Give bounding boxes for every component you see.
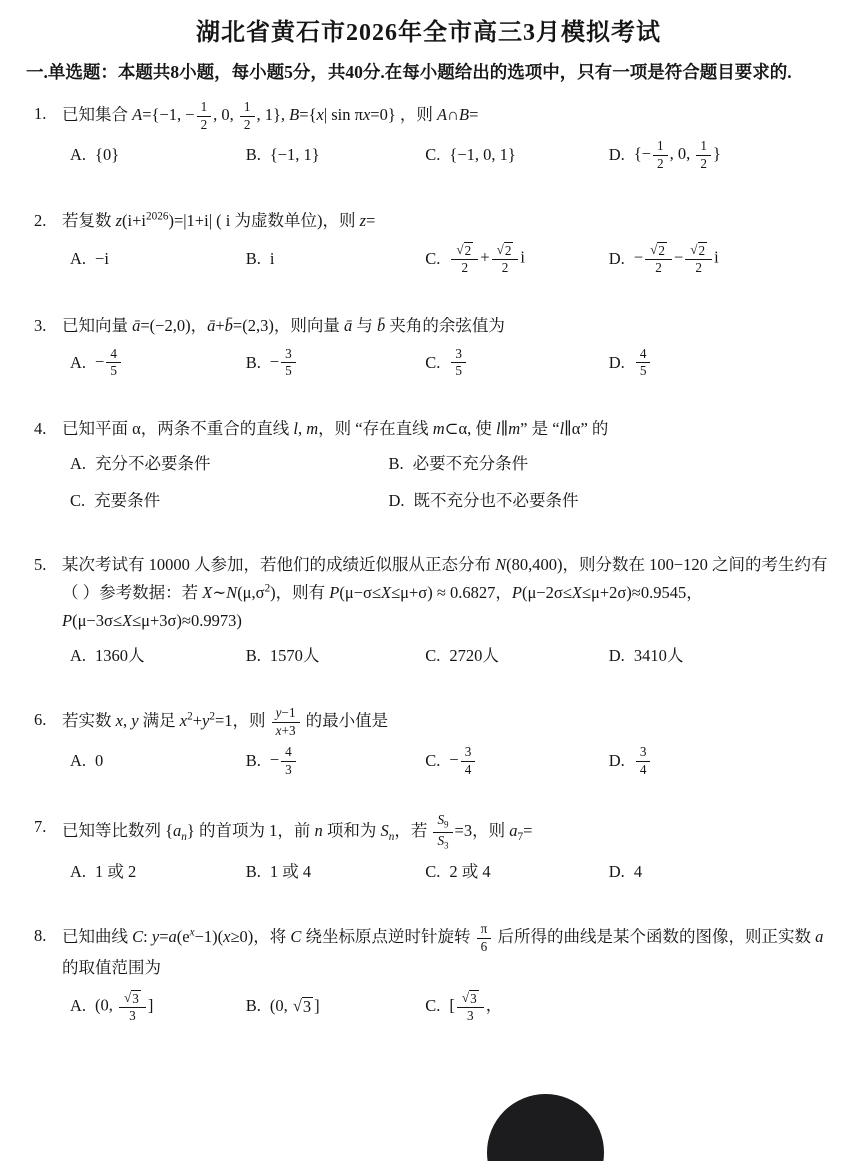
answer-option bbox=[246, 141, 426, 169]
option-text: − $\frac{3}{5}$ bbox=[270, 347, 298, 379]
answer-option bbox=[246, 245, 426, 273]
question-stem-row bbox=[26, 706, 831, 738]
option-text: 充分不必要条件 bbox=[95, 454, 211, 474]
question-stem: 已知曲线 C: $y=a(e^x-1)(x\ge 0)$，将 C 绕坐标原点逆时针旋转 $\frac{\pi}{6}$ 后所得的曲线是某个函数的图像，则正实数 a 的取值范围为 bbox=[62, 921, 824, 978]
answer-option bbox=[70, 487, 388, 515]
question-stem-row bbox=[26, 312, 831, 340]
option-label: B. bbox=[245, 249, 261, 269]
answer-option bbox=[246, 992, 426, 1020]
question bbox=[26, 312, 831, 379]
answer-option bbox=[70, 450, 388, 478]
question-stem: 若实数 x, y 满足 $x^2+y^2=1$，则 $\frac{y-1}{x+3}$ 的最小值是 bbox=[62, 705, 389, 738]
option-list bbox=[70, 139, 851, 171]
option-list bbox=[70, 858, 851, 886]
option-text: 0 bbox=[95, 751, 104, 771]
question-number: 3. bbox=[34, 315, 47, 335]
answer-option bbox=[425, 141, 608, 169]
question-stem-row bbox=[26, 207, 831, 235]
answer-option bbox=[388, 450, 762, 478]
option-label: B. bbox=[245, 145, 261, 165]
question bbox=[26, 207, 831, 276]
question-stem-row bbox=[26, 813, 831, 851]
option-label: B. bbox=[245, 996, 261, 1016]
option-label: A. bbox=[70, 145, 87, 165]
answer-option bbox=[70, 141, 246, 169]
option-list bbox=[70, 990, 851, 1024]
option-text: (0, √ 3 3 ] bbox=[95, 989, 154, 1023]
option-label: A. bbox=[70, 454, 87, 474]
option-text: [ √ 3 3 ， bbox=[449, 989, 503, 1023]
option-label: A. bbox=[70, 352, 87, 372]
option-label: D. bbox=[608, 751, 625, 771]
option-label: A. bbox=[70, 249, 87, 269]
answer-option bbox=[425, 242, 608, 276]
option-label: A. bbox=[70, 646, 87, 666]
option-list bbox=[70, 642, 851, 670]
option-label: D. bbox=[608, 145, 625, 165]
option-text: −i bbox=[95, 249, 109, 269]
question-number: 1. bbox=[34, 104, 47, 124]
option-list bbox=[70, 450, 762, 515]
question bbox=[26, 706, 831, 777]
question-number: 5. bbox=[34, 555, 47, 575]
option-label: A. bbox=[70, 862, 87, 882]
option-label: D. bbox=[608, 249, 625, 269]
option-text: − √ 2 2 − √ 2 2 i bbox=[633, 242, 719, 276]
answer-option bbox=[425, 642, 608, 670]
page-title: 湖北省黄石市2026年全市高三3月模拟考试 bbox=[196, 20, 661, 46]
question-stem-row bbox=[26, 100, 831, 132]
question bbox=[26, 813, 831, 886]
question-number: 8. bbox=[34, 926, 47, 946]
option-text: (0, √ 3 ] bbox=[269, 996, 320, 1017]
option-text: {0} bbox=[95, 145, 120, 165]
question-stem: 某次考试有 10000 人参加，若他们的成绩近似服从正态分布 N(80,400)，则分数在 100−120 之间的考生约有（ ）参考数据：若 $X\sim N(\mu,\sigma^2)$，则有 P(μ−σ≤X≤μ+σ) ≈ 0.6827，P(μ−2σ≤X≤μ+2σ)≈0.9545，P(μ−3σ≤X≤μ+3σ)≈0.9973) bbox=[62, 555, 828, 631]
answer-option bbox=[246, 347, 426, 379]
option-text: 4 bbox=[633, 862, 643, 882]
question-number: 2. bbox=[34, 211, 47, 231]
option-label: C. bbox=[70, 491, 86, 511]
option-text: − $\frac{4}{5}$ bbox=[95, 347, 123, 379]
option-text: i bbox=[269, 249, 275, 269]
question-number: 4. bbox=[34, 419, 47, 438]
option-text: $\frac{3}{4}$ bbox=[634, 745, 653, 777]
option-text: − $\frac{3}{4}$ bbox=[449, 745, 477, 777]
option-label: D. bbox=[388, 491, 405, 511]
answer-option bbox=[70, 747, 246, 775]
option-label: C. bbox=[425, 996, 441, 1016]
answer-option bbox=[70, 347, 246, 379]
question-list bbox=[26, 100, 831, 1023]
answer-option bbox=[609, 642, 851, 670]
answer-option bbox=[425, 347, 608, 379]
answer-option bbox=[425, 745, 608, 777]
answer-option bbox=[609, 242, 851, 276]
option-text: 1 或 4 bbox=[269, 862, 312, 882]
option-list bbox=[70, 347, 851, 379]
option-label: D. bbox=[608, 352, 625, 372]
option-text: 1570人 bbox=[269, 646, 320, 666]
option-label: A. bbox=[70, 751, 87, 771]
option-text: 必要不充分条件 bbox=[412, 454, 529, 474]
option-label: C. bbox=[425, 249, 441, 269]
option-text: 2720人 bbox=[449, 646, 499, 666]
question-stem: 若复数 $z(i+i^{2026})=|1+i|$ ( i 为虚数单位)，则 z= bbox=[62, 210, 376, 231]
answer-option bbox=[70, 990, 246, 1024]
answer-option bbox=[70, 245, 246, 273]
option-label: B. bbox=[245, 862, 261, 882]
option-text: 2 或 4 bbox=[449, 862, 491, 882]
option-label: D. bbox=[608, 646, 625, 666]
option-text: {− $\frac{1}{2}$ , 0, $\frac{1}{2}$ } bbox=[633, 138, 721, 171]
question-stem: 已知集合 A={−1, − $\frac{1}{2}$ , 0, $\frac{1}{2}$ , 1}, B={x| sin πx=0} ，则 A∩B= bbox=[62, 99, 479, 132]
option-label: B. bbox=[245, 646, 261, 666]
option-text: {−1, 1} bbox=[269, 145, 320, 165]
option-text: √ 2 2 + √ 2 2 i bbox=[449, 242, 525, 276]
option-label: B. bbox=[388, 454, 404, 474]
option-text: 3410人 bbox=[633, 646, 684, 666]
answer-option bbox=[425, 990, 608, 1024]
question-stem-row bbox=[26, 551, 831, 635]
answer-option bbox=[609, 139, 851, 171]
option-text: $\frac{4}{5}$ bbox=[634, 347, 653, 379]
answer-option bbox=[70, 858, 246, 886]
question-number: 7. bbox=[34, 817, 47, 837]
ink-stamp-circle bbox=[487, 1094, 604, 1161]
option-label: C. bbox=[425, 646, 441, 666]
option-label: A. bbox=[70, 996, 87, 1016]
question bbox=[26, 100, 831, 171]
option-label: D. bbox=[608, 862, 625, 882]
question-number: 6. bbox=[34, 710, 47, 730]
answer-option bbox=[246, 642, 426, 670]
question-stem: 已知平面 α，两条不重合的直线 l, m，则 “存在直线 m⊂α, 使 l∥m” 是 “l∥α” 的 bbox=[62, 419, 609, 438]
option-label: B. bbox=[245, 352, 261, 372]
answer-option bbox=[609, 858, 851, 886]
option-text: 1 或 2 bbox=[95, 862, 137, 882]
answer-option bbox=[609, 745, 851, 777]
answer-option bbox=[70, 642, 246, 670]
question-stem-row bbox=[26, 415, 831, 443]
answer-option bbox=[609, 347, 851, 379]
option-label: C. bbox=[425, 352, 441, 372]
question-stem: 已知等比数列 $\{a_n\}$ 的首项为 1，前 n 项和为 $S_n$，若 $\frac{S_9}{S_3}$ =3，则 $a_7=$ bbox=[62, 812, 533, 851]
option-text: $\frac{3}{5}$ bbox=[449, 347, 468, 379]
question-stem-row bbox=[26, 922, 831, 982]
option-label: B. bbox=[245, 751, 261, 771]
answer-option bbox=[388, 487, 762, 515]
question-stem: 已知向量 ā=(−2,0)，ā+b̄=(2,3)，则向量 ā 与 b̄ 夹角的余弦值为 bbox=[62, 315, 505, 335]
question bbox=[26, 415, 831, 515]
option-text: 1360人 bbox=[95, 646, 145, 666]
option-list bbox=[70, 242, 851, 276]
answer-option bbox=[425, 858, 608, 886]
option-label: C. bbox=[425, 751, 441, 771]
option-list bbox=[70, 745, 851, 777]
answer-option bbox=[246, 745, 426, 777]
option-text: 既不充分也不必要条件 bbox=[413, 491, 579, 511]
option-text: {−1, 0, 1} bbox=[449, 145, 516, 165]
option-text: 充要条件 bbox=[94, 491, 161, 511]
section-header: 一.单选题：本题共8小题，每小题5分，共40分.在每小题给出的选项中，只有一项是符合题目要求的. bbox=[26, 62, 792, 82]
question bbox=[26, 551, 831, 670]
option-label: C. bbox=[425, 862, 441, 882]
option-text: − $\frac{4}{3}$ bbox=[270, 745, 298, 777]
question bbox=[26, 922, 831, 1023]
option-label: C. bbox=[425, 145, 441, 165]
answer-option bbox=[246, 858, 426, 886]
